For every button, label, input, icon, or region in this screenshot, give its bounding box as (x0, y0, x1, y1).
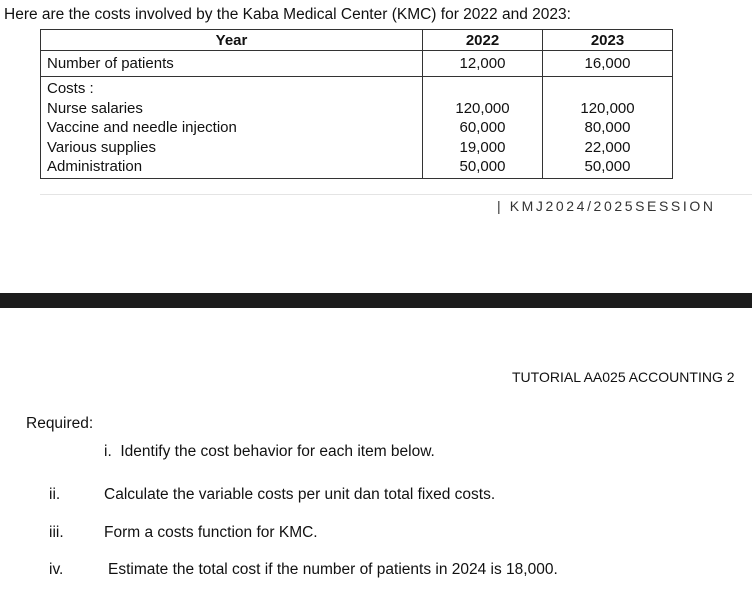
divider-line (40, 194, 752, 195)
question-ii-text: Calculate the variable costs per unit dan total fixed costs. (104, 486, 496, 503)
question-ii-number: ii. (49, 486, 61, 503)
required-heading: Required: (26, 415, 94, 432)
cost-item-label: Various supplies (47, 138, 156, 156)
cost-value-2022: 50,000 (459, 158, 506, 175)
question-text: Identify the cost behavior for each item below. (120, 443, 435, 460)
cost-value-2023: 80,000 (584, 119, 631, 136)
cost-value-2022: 60,000 (459, 119, 506, 136)
patients-2023: 16,000 (543, 51, 673, 77)
cost-value-2022: 120,000 (455, 99, 510, 117)
tutorial-header: TUTORIAL AA025 ACCOUNTING 2 (512, 369, 735, 385)
cost-2023-cell (543, 77, 673, 179)
patients-2022: 12,000 (423, 51, 543, 77)
cost-item-label: Administration (47, 158, 143, 175)
session-label: | KMJ2024/2025SESSION (497, 198, 716, 214)
table-row (41, 77, 673, 179)
patients-label: Number of patients (41, 51, 423, 77)
cost-item-label: Nurse salaries (47, 99, 143, 117)
header-2023: 2023 (543, 30, 673, 51)
cost-labels-cell (41, 77, 423, 179)
question-iii-text: Form a costs function for KMC. (104, 524, 318, 541)
cost-value-2023: 50,000 (584, 158, 631, 175)
cost-item-label: Vaccine and needle injection (47, 119, 237, 136)
header-2022: 2022 (423, 30, 543, 51)
table-header-row (41, 30, 673, 51)
question-number: i. (104, 443, 112, 460)
intro-text: Here are the costs involved by the Kaba Medical Center (KMC) for 2022 and 2023: (4, 6, 571, 23)
question-i (104, 443, 435, 461)
cost-value-2023: 22,000 (584, 138, 631, 156)
cost-value-2022: 19,000 (459, 138, 506, 156)
cost-2022-cell (423, 77, 543, 179)
question-iii-number: iii. (49, 524, 64, 541)
table-row (41, 51, 673, 77)
cost-table (40, 29, 673, 179)
cost-value-2023: 120,000 (580, 99, 635, 117)
page-separator-band (0, 293, 752, 308)
costs-heading: Costs : (47, 80, 94, 97)
question-iv-number: iv. (49, 561, 64, 578)
header-year: Year (41, 30, 423, 51)
question-iv-text: Estimate the total cost if the number of patients in 2024 is 18,000. (108, 561, 558, 578)
